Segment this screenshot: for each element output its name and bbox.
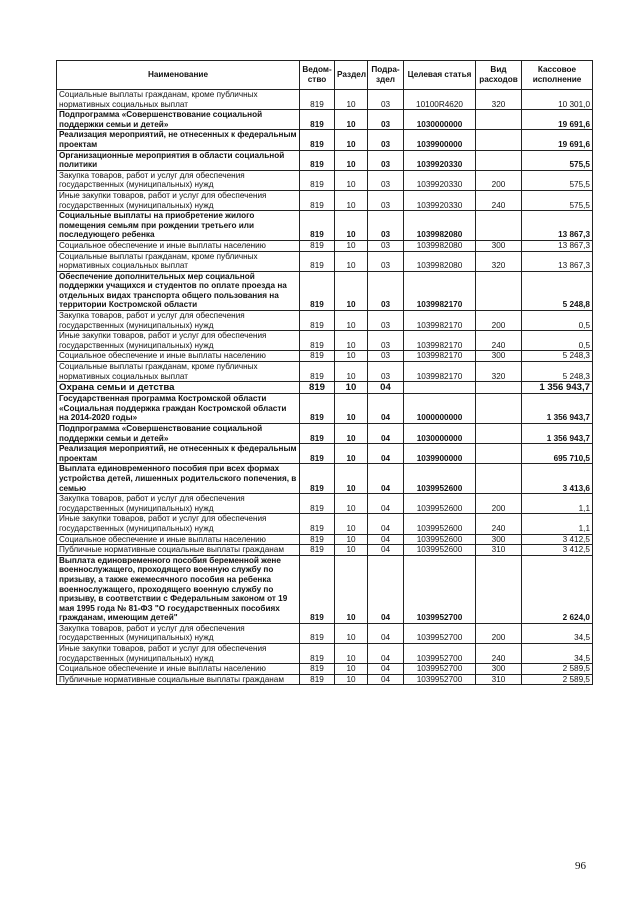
table-row (57, 494, 593, 514)
cell-dept: 819 (300, 514, 335, 534)
cell-subsection: 04 (368, 394, 404, 424)
cell-expense-type: 200 (476, 311, 522, 331)
cell-dept: 819 (300, 623, 335, 643)
cell-section: 10 (335, 351, 368, 362)
cell-subsection: 04 (368, 674, 404, 685)
cell-amount: 3 412,5 (522, 534, 593, 545)
cell-amount: 575,5 (522, 170, 593, 190)
cell-target: 10100R4620 (404, 90, 476, 110)
cell-name: Социальное обеспечение и иные выплаты населению (57, 534, 300, 545)
cell-section: 10 (335, 664, 368, 675)
cell-amount: 34,5 (522, 644, 593, 664)
cell-target: 1039982080 (404, 211, 476, 241)
header-subsection: Подра-здел (368, 61, 404, 90)
cell-subsection: 04 (368, 424, 404, 444)
cell-amount: 10 301,0 (522, 90, 593, 110)
cell-name: Публичные нормативные социальные выплаты гражданам (57, 545, 300, 556)
cell-subsection: 04 (368, 664, 404, 675)
cell-dept: 819 (300, 211, 335, 241)
cell-subsection: 03 (368, 251, 404, 271)
cell-subsection: 04 (368, 514, 404, 534)
table-row (57, 110, 593, 130)
cell-dept: 819 (300, 362, 335, 382)
cell-dept: 819 (300, 444, 335, 464)
cell-section: 10 (335, 240, 368, 251)
cell-dept: 819 (300, 331, 335, 351)
table-row (57, 382, 593, 394)
cell-amount: 34,5 (522, 623, 593, 643)
cell-target: 1039952700 (404, 674, 476, 685)
table-row (57, 190, 593, 210)
cell-section: 10 (335, 271, 368, 310)
header-cash-execution: Кассовое исполнение (522, 61, 593, 90)
table-row (57, 271, 593, 310)
cell-target: 1030000000 (404, 110, 476, 130)
cell-name: Реализация мероприятий, не отнесенных к федеральным проектам (57, 130, 300, 150)
page-number: 96 (575, 860, 586, 872)
cell-target: 1039920330 (404, 190, 476, 210)
table-row (57, 555, 593, 623)
table-row (57, 674, 593, 685)
cell-name: Публичные нормативные социальные выплаты гражданам (57, 674, 300, 685)
cell-amount: 19 691,6 (522, 110, 593, 130)
table-header-row (57, 61, 593, 90)
cell-amount: 695 710,5 (522, 444, 593, 464)
header-expense-type: Вид расходов (476, 61, 522, 90)
cell-target: 1039900000 (404, 130, 476, 150)
table-row (57, 623, 593, 643)
cell-target: 1039982080 (404, 240, 476, 251)
cell-expense-type: 300 (476, 534, 522, 545)
table-row (57, 170, 593, 190)
table-row (57, 90, 593, 110)
cell-expense-type (476, 444, 522, 464)
cell-target (404, 382, 476, 394)
cell-section: 10 (335, 464, 368, 494)
cell-dept: 819 (300, 150, 335, 170)
cell-target: 1039982170 (404, 271, 476, 310)
cell-target: 1039952700 (404, 664, 476, 675)
cell-expense-type (476, 110, 522, 130)
cell-expense-type: 320 (476, 90, 522, 110)
cell-expense-type: 200 (476, 494, 522, 514)
cell-target: 1039952600 (404, 534, 476, 545)
cell-subsection: 03 (368, 130, 404, 150)
cell-target: 1039982170 (404, 362, 476, 382)
cell-name: Социальное обеспечение и иные выплаты населению (57, 664, 300, 675)
cell-expense-type (476, 464, 522, 494)
table-row (57, 211, 593, 241)
cell-section: 10 (335, 394, 368, 424)
cell-expense-type (476, 555, 522, 623)
cell-target: 1039982080 (404, 251, 476, 271)
cell-target: 1000000000 (404, 394, 476, 424)
cell-dept: 819 (300, 311, 335, 331)
cell-section: 10 (335, 311, 368, 331)
cell-amount: 5 248,3 (522, 362, 593, 382)
cell-dept: 819 (300, 394, 335, 424)
cell-dept: 819 (300, 464, 335, 494)
cell-section: 10 (335, 494, 368, 514)
cell-subsection: 03 (368, 211, 404, 241)
table-body (57, 90, 593, 685)
cell-subsection: 04 (368, 444, 404, 464)
cell-expense-type: 310 (476, 674, 522, 685)
cell-subsection: 03 (368, 271, 404, 310)
cell-dept: 819 (300, 555, 335, 623)
cell-subsection: 03 (368, 170, 404, 190)
cell-section: 10 (335, 170, 368, 190)
cell-dept: 819 (300, 664, 335, 675)
cell-amount: 13 867,3 (522, 211, 593, 241)
cell-amount: 5 248,8 (522, 271, 593, 310)
cell-dept: 819 (300, 90, 335, 110)
table-row (57, 351, 593, 362)
cell-target: 1039982170 (404, 351, 476, 362)
cell-subsection: 04 (368, 534, 404, 545)
cell-target: 1039952700 (404, 623, 476, 643)
cell-subsection: 03 (368, 190, 404, 210)
cell-amount: 2 589,5 (522, 674, 593, 685)
cell-name: Подпрограмма «Совершенствование социальной поддержки семьи и детей» (57, 424, 300, 444)
cell-amount: 5 248,3 (522, 351, 593, 362)
cell-dept: 819 (300, 110, 335, 130)
cell-subsection: 03 (368, 311, 404, 331)
cell-expense-type: 200 (476, 170, 522, 190)
cell-subsection: 04 (368, 555, 404, 623)
header-target: Целевая статья (404, 61, 476, 90)
cell-expense-type: 240 (476, 331, 522, 351)
cell-amount: 0,5 (522, 331, 593, 351)
cell-section: 10 (335, 534, 368, 545)
cell-name: Закупка товаров, работ и услуг для обеспечения государственных (муниципальных) нужд (57, 311, 300, 331)
cell-name: Социальные выплаты гражданам, кроме публичных нормативных социальных выплат (57, 362, 300, 382)
cell-expense-type (476, 394, 522, 424)
cell-target: 1039952700 (404, 644, 476, 664)
cell-section: 10 (335, 444, 368, 464)
table-row (57, 331, 593, 351)
cell-target: 1039952600 (404, 494, 476, 514)
cell-name: Иные закупки товаров, работ и услуг для обеспечения государственных (муниципальных) нужд (57, 331, 300, 351)
table-row (57, 464, 593, 494)
cell-dept: 819 (300, 424, 335, 444)
cell-section: 10 (335, 331, 368, 351)
cell-section: 10 (335, 382, 368, 394)
cell-expense-type (476, 150, 522, 170)
cell-subsection: 03 (368, 150, 404, 170)
cell-subsection: 03 (368, 331, 404, 351)
header-dept: Ведом-ство (300, 61, 335, 90)
cell-target: 1039952700 (404, 555, 476, 623)
cell-amount: 13 867,3 (522, 240, 593, 251)
cell-name: Выплата единовременного пособия при всех формах устройства детей, лишенных родительского попечения, в семью (57, 464, 300, 494)
cell-amount: 575,5 (522, 150, 593, 170)
cell-section: 10 (335, 514, 368, 534)
cell-section: 10 (335, 555, 368, 623)
header-name: Наименование (57, 61, 300, 90)
cell-subsection: 03 (368, 90, 404, 110)
cell-section: 10 (335, 545, 368, 556)
cell-amount: 575,5 (522, 190, 593, 210)
table-row (57, 130, 593, 150)
table-row (57, 424, 593, 444)
cell-amount: 1,1 (522, 514, 593, 534)
cell-section: 10 (335, 644, 368, 664)
cell-section: 10 (335, 150, 368, 170)
cell-expense-type: 320 (476, 362, 522, 382)
cell-amount: 1 356 943,7 (522, 424, 593, 444)
cell-dept: 819 (300, 534, 335, 545)
header-section: Раздел (335, 61, 368, 90)
cell-amount: 0,5 (522, 311, 593, 331)
cell-expense-type: 300 (476, 240, 522, 251)
cell-expense-type (476, 130, 522, 150)
cell-section: 10 (335, 362, 368, 382)
table-row (57, 644, 593, 664)
cell-name: Подпрограмма «Совершенствование социальной поддержки семьи и детей» (57, 110, 300, 130)
cell-dept: 819 (300, 240, 335, 251)
cell-dept: 819 (300, 351, 335, 362)
cell-expense-type (476, 382, 522, 394)
cell-name: Закупка товаров, работ и услуг для обеспечения государственных (муниципальных) нужд (57, 170, 300, 190)
table-row (57, 444, 593, 464)
cell-amount: 1 356 943,7 (522, 382, 593, 394)
cell-dept: 819 (300, 382, 335, 394)
cell-expense-type: 300 (476, 664, 522, 675)
cell-section: 10 (335, 674, 368, 685)
cell-amount: 19 691,6 (522, 130, 593, 150)
cell-target: 1039920330 (404, 150, 476, 170)
cell-section: 10 (335, 90, 368, 110)
cell-section: 10 (335, 424, 368, 444)
cell-amount: 2 624,0 (522, 555, 593, 623)
cell-name: Социальное обеспечение и иные выплаты населению (57, 240, 300, 251)
cell-section: 10 (335, 130, 368, 150)
cell-dept: 819 (300, 644, 335, 664)
cell-target: 1039982170 (404, 331, 476, 351)
cell-dept: 819 (300, 271, 335, 310)
cell-amount: 1,1 (522, 494, 593, 514)
cell-name: Реализация мероприятий, не отнесенных к федеральным проектам (57, 444, 300, 464)
cell-section: 10 (335, 211, 368, 241)
cell-subsection: 04 (368, 382, 404, 394)
table-row (57, 362, 593, 382)
cell-subsection: 04 (368, 494, 404, 514)
cell-amount: 3 412,5 (522, 545, 593, 556)
cell-name: Охрана семьи и детства (57, 382, 300, 394)
cell-amount: 3 413,6 (522, 464, 593, 494)
cell-expense-type: 240 (476, 514, 522, 534)
table-row (57, 514, 593, 534)
table-row (57, 545, 593, 556)
cell-dept: 819 (300, 190, 335, 210)
cell-expense-type: 240 (476, 644, 522, 664)
cell-dept: 819 (300, 170, 335, 190)
budget-execution-table (56, 60, 593, 685)
cell-section: 10 (335, 251, 368, 271)
cell-expense-type (476, 211, 522, 241)
table-row (57, 311, 593, 331)
cell-section: 10 (335, 190, 368, 210)
cell-name: Социальное обеспечение и иные выплаты населению (57, 351, 300, 362)
cell-subsection: 04 (368, 545, 404, 556)
cell-name: Организационные мероприятия в области социальной политики (57, 150, 300, 170)
cell-target: 1030000000 (404, 424, 476, 444)
table-row (57, 534, 593, 545)
cell-dept: 819 (300, 130, 335, 150)
cell-name: Закупка товаров, работ и услуг для обеспечения государственных (муниципальных) нужд (57, 494, 300, 514)
cell-target: 1039952600 (404, 514, 476, 534)
cell-amount: 13 867,3 (522, 251, 593, 271)
cell-expense-type: 310 (476, 545, 522, 556)
table-row (57, 240, 593, 251)
cell-subsection: 03 (368, 110, 404, 130)
cell-expense-type: 300 (476, 351, 522, 362)
cell-dept: 819 (300, 494, 335, 514)
cell-target: 1039982170 (404, 311, 476, 331)
table-row (57, 664, 593, 675)
cell-expense-type: 320 (476, 251, 522, 271)
cell-name: Иные закупки товаров, работ и услуг для обеспечения государственных (муниципальных) нужд (57, 644, 300, 664)
cell-expense-type: 200 (476, 623, 522, 643)
table-row (57, 251, 593, 271)
cell-subsection: 03 (368, 362, 404, 382)
cell-dept: 819 (300, 674, 335, 685)
cell-target: 1039952600 (404, 545, 476, 556)
cell-dept: 819 (300, 251, 335, 271)
cell-target: 1039952600 (404, 464, 476, 494)
cell-name: Иные закупки товаров, работ и услуг для обеспечения государственных (муниципальных) нужд (57, 514, 300, 534)
cell-name: Государственная программа Костромской области «Социальная поддержка граждан Костромской области на 2014-2020 годы» (57, 394, 300, 424)
cell-name: Социальные выплаты гражданам, кроме публичных нормативных социальных выплат (57, 90, 300, 110)
cell-subsection: 04 (368, 623, 404, 643)
cell-expense-type: 240 (476, 190, 522, 210)
cell-amount: 2 589,5 (522, 664, 593, 675)
cell-target: 1039900000 (404, 444, 476, 464)
cell-amount: 1 356 943,7 (522, 394, 593, 424)
cell-name: Закупка товаров, работ и услуг для обеспечения государственных (муниципальных) нужд (57, 623, 300, 643)
cell-expense-type (476, 424, 522, 444)
cell-name: Социальные выплаты гражданам, кроме публичных нормативных социальных выплат (57, 251, 300, 271)
cell-expense-type (476, 271, 522, 310)
cell-name: Иные закупки товаров, работ и услуг для обеспечения государственных (муниципальных) нужд (57, 190, 300, 210)
cell-name: Выплата единовременного пособия беременной жене военнослужащего, проходящего военную службу по призыву, а также ежемесячного пособия на ребенка военнослужащего, проходящего военную службу по призыву, в соответствии с Федеральным законом от 19 мая 1995 года № 81-ФЗ "О государственных пособиях гражданам, имеющим детей" (57, 555, 300, 623)
table-row (57, 150, 593, 170)
cell-name: Обеспечение дополнительных мер социальной поддержки учащихся и студентов по оплате проезда на отдельных видах транспорта общего пользования на территории Костромской области (57, 271, 300, 310)
cell-section: 10 (335, 623, 368, 643)
cell-section: 10 (335, 110, 368, 130)
cell-subsection: 03 (368, 240, 404, 251)
table-row (57, 394, 593, 424)
cell-subsection: 03 (368, 351, 404, 362)
cell-target: 1039920330 (404, 170, 476, 190)
cell-dept: 819 (300, 545, 335, 556)
cell-name: Социальные выплаты на приобретение жилого помещения семьям при рождении третьего или последующего ребенка (57, 211, 300, 241)
cell-subsection: 04 (368, 464, 404, 494)
cell-subsection: 04 (368, 644, 404, 664)
